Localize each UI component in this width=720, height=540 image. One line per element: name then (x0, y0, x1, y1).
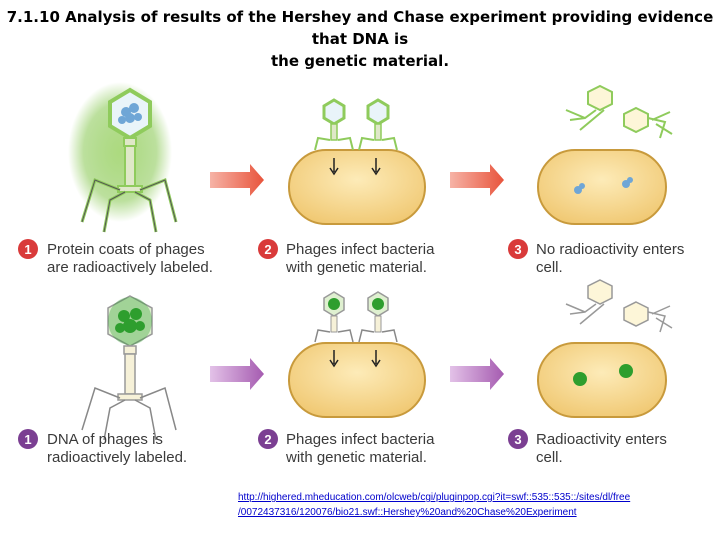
empty-phage-coat (624, 108, 672, 138)
step-text-line2: cell. (536, 259, 563, 276)
step-text-line1: Protein coats of phages (47, 241, 205, 258)
step-label-2 (258, 239, 435, 276)
title-line-2: the genetic material. (270, 52, 450, 70)
step-number: 1 (24, 242, 32, 257)
arrow-red-1 (210, 164, 264, 196)
step-number: 3 (514, 242, 522, 257)
title-line-1: 7.1.10 Analysis of results of the Hershey and Chase experiment providing evidence that DNA is (6, 8, 714, 48)
step-label-3 (508, 429, 667, 466)
bacterium-result-row1 (538, 86, 672, 224)
phage-dna-labeled (82, 296, 176, 440)
arrow-purple-1 (210, 358, 264, 390)
bacterium-result-row2 (538, 280, 672, 417)
empty-phage-coat (624, 302, 672, 332)
hershey-chase-diagram (0, 60, 720, 480)
bacterium-infection-row2 (289, 292, 425, 417)
step-label-3 (508, 239, 684, 276)
step-text-line1: DNA of phages is (47, 431, 163, 448)
step-number: 2 (264, 432, 272, 447)
step-text-line2: radioactively labeled. (47, 449, 188, 466)
step-label-1 (18, 239, 213, 276)
row-2 (18, 280, 672, 466)
empty-phage-coat (566, 280, 612, 324)
attached-phage (359, 100, 397, 150)
source-link-line-1[interactable]: http://highered.mheducation.com/olcweb/cgi/pluginpop.cgi?it=swf::535::535::/sites/dl/free (238, 492, 631, 503)
phage-protein-labeled (68, 82, 176, 232)
step-text-line1: Phages infect bacteria (286, 241, 435, 258)
attached-phage (315, 100, 353, 150)
step-text-line1: Radioactivity enters (536, 431, 667, 448)
step-label-2 (258, 429, 435, 466)
attached-phage (359, 292, 397, 342)
row-1 (18, 82, 684, 276)
step-text-line2: cell. (536, 449, 563, 466)
attached-phage (315, 292, 353, 342)
step-number: 1 (24, 432, 32, 447)
step-text-line1: Phages infect bacteria (286, 431, 435, 448)
source-link[interactable] (238, 490, 708, 520)
step-text-line2: are radioactively labeled. (47, 259, 213, 276)
step-number: 3 (514, 432, 522, 447)
step-text-line2: with genetic material. (286, 259, 427, 276)
step-text-line1: No radioactivity enters (536, 241, 685, 258)
source-link-line-2[interactable]: /0072437316/120076/bio21.swf::Hershey%20and%20Chase%20Experiment (238, 507, 577, 518)
arrow-red-2 (450, 164, 504, 196)
empty-phage-coat (566, 86, 612, 130)
bacterium-infection-row1 (289, 100, 425, 224)
arrow-purple-2 (450, 358, 504, 390)
step-label-1 (18, 429, 187, 466)
step-number: 2 (264, 242, 272, 257)
step-text-line2: with genetic material. (286, 449, 427, 466)
